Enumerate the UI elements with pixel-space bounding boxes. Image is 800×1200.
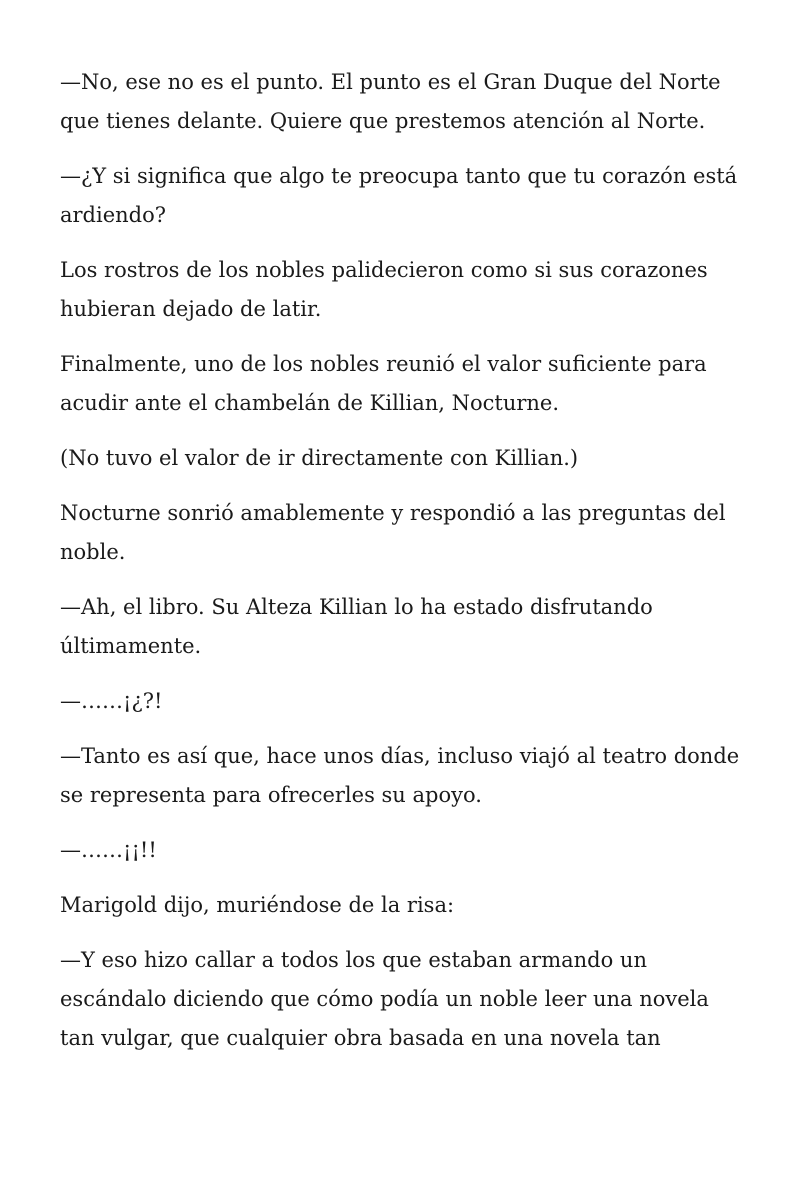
paragraph: —……¡¿?! [60, 689, 163, 713]
paragraph: —No, ese no es el punto. El punto es el Gran Duque del Norte que tienes delante. Quiere que prestemos atención al Norte. [60, 70, 721, 133]
paragraph: Finalmente, uno de los nobles reunió el valor suficiente para acudir ante el chambelán de Killian, Nocturne. [60, 352, 707, 415]
paragraph: —……¡¡!! [60, 838, 157, 862]
paragraph: Los rostros de los nobles palidecieron como si sus corazones hubieran dejado de latir. [60, 258, 708, 321]
paragraph: Nocturne sonrió amablemente y respondió a las preguntas del noble. [60, 501, 726, 564]
paragraph: (No tuvo el valor de ir directamente con Killian.) [60, 446, 579, 470]
paragraph: —Y eso hizo callar a todos los que estaban armando un escándalo diciendo que cómo podía un noble leer una novela tan vulgar, que cualquier obra basada en una novela tan [60, 948, 709, 1050]
reader-page [60, 63, 750, 1074]
paragraph: Marigold dijo, muriéndose de la risa: [60, 893, 455, 917]
paragraph: —Ah, el libro. Su Alteza Killian lo ha estado disfrutando últimamente. [60, 595, 653, 658]
paragraph: —¿Y si significa que algo te preocupa tanto que tu corazón está ardiendo? [60, 164, 738, 227]
paragraph: —Tanto es así que, hace unos días, incluso viajó al teatro donde se representa para ofrecerles su apoyo. [60, 744, 740, 807]
